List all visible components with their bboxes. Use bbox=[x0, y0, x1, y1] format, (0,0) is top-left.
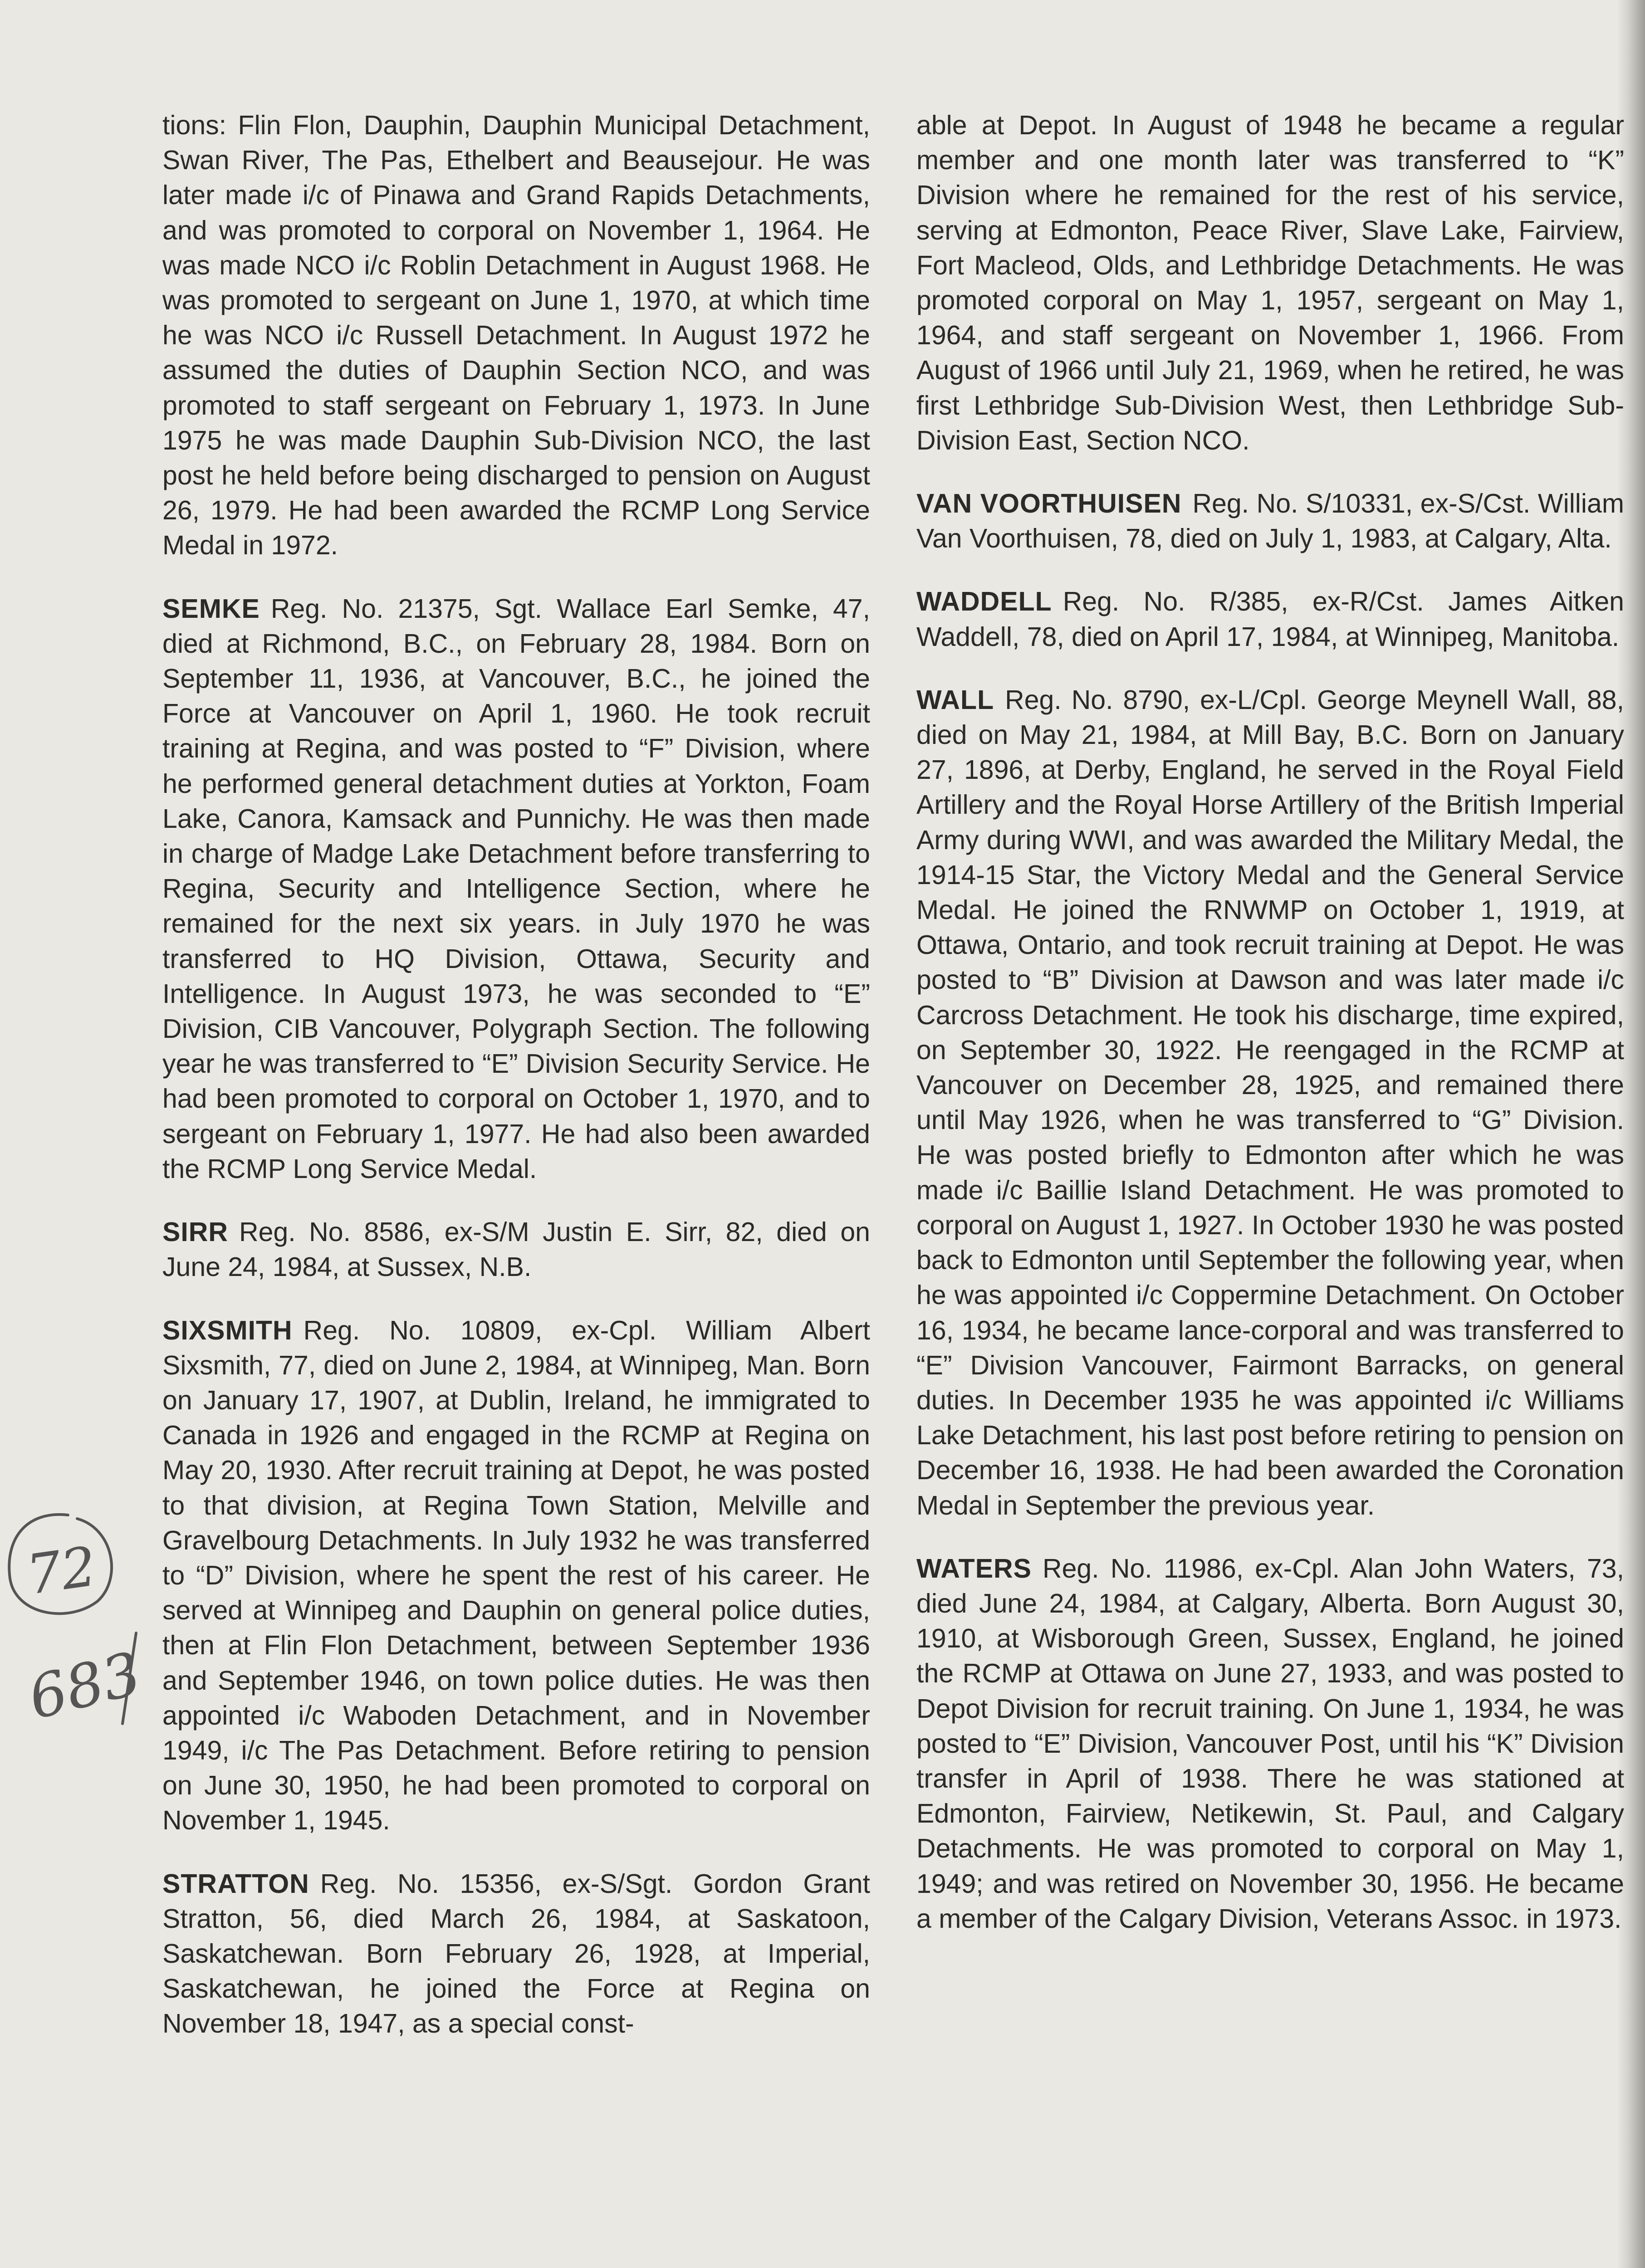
entry-surname: SIXSMITH bbox=[162, 1315, 293, 1345]
obituary-entry bbox=[162, 108, 870, 563]
left-column bbox=[162, 108, 870, 2042]
obituary-entry bbox=[162, 1867, 870, 2042]
obituary-entry bbox=[162, 1313, 870, 1838]
entry-surname: WADDELL bbox=[916, 587, 1052, 617]
obituary-entry bbox=[916, 1551, 1624, 1936]
handwritten-margin-note bbox=[0, 1510, 150, 1746]
entry-text: Reg. No. 8586, ex-S/M Justin E. Sirr, 82, died on June 24, 1984, at Sussex, N.B. bbox=[162, 1217, 870, 1282]
entry-text: Reg. No. 15356, ex-S/Sgt. Gordon Grant Stratton, 56, died March 26, 1984, at Saskatoon, Saskatchewan. Born February 26, 1928, at Imperial, Saskatchewan, he joined the Force at Regina on November 18, 1947, as a special const- bbox=[162, 1868, 870, 2039]
obituary-entry bbox=[916, 683, 1624, 1523]
handwritten-circled-number: 72 bbox=[23, 1535, 100, 1608]
entry-text: Reg. No. 8790, ex-L/Cpl. George Meynell Wall, 88, died on May 21, 1984, at Mill Bay, B.C. Born on January 27, 1896, at Derby, England, he served in the Royal Field Artillery and the Royal Horse Artillery of the British Imperial Army during WWI, and was awarded the Military Medal, the 1914-15 Star, the Victory Medal and the General Service Medal. He joined the RNWMP on October 1, 1919, at Ottawa, Ontario, and took recruit training at Depot. He was posted to “B” Division at Dawson and was later made i/c Carcross Detachment. He took his discharge, time expired, on September 30, 1922. He reengaged in the RCMP at Vancouver on December 28, 1925, and remained there until May 1926, when he was transferred to “G” Division. He was posted briefly to Edmonton after which he was made i/c Baillie Island Detachment. He was promoted to corporal on August 1, 1927. In October 1930 he was posted back to Edmonton until September the following year, when he was appointed i/c Coppermine Detachment. On October 16, 1934, he became lance-corporal and was transferred to “E” Division Vancouver, Fairmont Barracks, on general duties. In December 1935 he was appointed i/c Williams Lake Detachment, his last post before retiring to pension on December 16, 1938. He had been awarded the Coronation Medal in September the previous year. bbox=[916, 684, 1624, 1520]
entry-text: Reg. No. S/10331, ex-S/Cst. William Van Voorthuisen, 78, died on July 1, 1983, at Calgary, Alta. bbox=[916, 489, 1624, 554]
entry-surname: WATERS bbox=[916, 1553, 1032, 1584]
right-column bbox=[916, 108, 1624, 1936]
entry-text: able at Depot. In August of 1948 he became a regular member and one month later was transferred to “K” Division where he remained for the rest of his service, serving at Edmonton, Peace River, Slave Lake, Fairview, Fort Macleod, Olds, and Lethbridge Detachments. He was promoted corporal on May 1, 1957, sergeant on May 1, 1964, and staff sergeant on November 1, 1966. From August of 1966 until July 21, 1969, when he retired, he was first Lethbridge Sub-Division West, then Lethbridge Sub-Division East, Section NCO. bbox=[916, 110, 1624, 455]
obituary-entry bbox=[162, 1215, 870, 1285]
obituary-entry bbox=[916, 584, 1624, 654]
obituary-entry bbox=[916, 486, 1624, 556]
entry-surname: STRATTON bbox=[162, 1868, 309, 1899]
entry-text: Reg. No. 11986, ex-Cpl. Alan John Waters, 73, died June 24, 1984, at Calgary, Alberta. Born August 30, 1910, at Wisborough Green, Sussex, England, he joined the RCMP at Ottawa on June 27, 1933, and was posted to Depot Division for recruit training. On June 1, 1934, he was posted to “E” Division, Vancouver Post, until his “K” Division transfer in April of 1938. There he was stationed at Edmonton, Fairview, Netikewin, St. Paul, and Calgary Detachments. He was promoted to corporal on May 1, 1949; and was retired on November 30, 1956. He became a member of the Calgary Division, Veterans Assoc. in 1973. bbox=[916, 1553, 1624, 1934]
entry-text: tions: Flin Flon, Dauphin, Dauphin Municipal Detachment, Swan River, The Pas, Ethelbert and Beausejour. He was later made i/c of Pinawa and Grand Rapids Detachments, and was promoted to corporal on November 1, 1964. He was made NCO i/c Roblin Detachment in August 1968. He was promoted to sergeant on June 1, 1970, at which time he was NCO i/c Russell Detachment. In August 1972 he assumed the duties of Dauphin Section NCO, and was promoted to staff sergeant on February 1, 1973. In June 1975 he was made Dauphin Sub-Division NCO, the last post he held before being discharged to pension on August 26, 1979. He had been awarded the RCMP Long Service Medal in 1972. bbox=[162, 110, 870, 561]
entry-surname: SIRR bbox=[162, 1217, 228, 1247]
handwritten-number: 683 bbox=[21, 1638, 148, 1733]
obituary-entry bbox=[916, 108, 1624, 458]
entry-surname: VAN VOORTHUISEN bbox=[916, 489, 1182, 519]
entry-surname: SEMKE bbox=[162, 593, 260, 624]
entry-text: Reg. No. 21375, Sgt. Wallace Earl Semke, 47, died at Richmond, B.C., on February 28, 1984. Born on September 11, 1936, at Vancouver, B.C., he joined the Force at Vancouver on April 1, 1960. He took recruit training at Regina, and was posted to “F” Division, where he performed general detachment duties at Yorkton, Foam Lake, Canora, Kamsack and Punnichy. He was then made in charge of Madge Lake Detachment before transferring to Regina, Security and Intelligence Section, where he remained for the next six years. in July 1970 he was transferred to HQ Division, Ottawa, Security and Intelligence. In August 1973, he was seconded to “E” Division, CIB Vancouver, Polygraph Section. The following year he was transferred to “E” Division Security Service. He had been promoted to corporal on October 1, 1970, and to sergeant on February 1, 1977. He had also been awarded the RCMP Long Service Medal. bbox=[162, 593, 870, 1184]
entry-text: Reg. No. 10809, ex-Cpl. William Albert Sixsmith, 77, died on June 2, 1984, at Winnipeg, Man. Born on January 17, 1907, at Dublin, Ireland, he immigrated to Canada in 1926 and engaged in the RCMP at Regina on May 20, 1930. After recruit training at Depot, he was posted to that division, at Regina Town Station, Melville and Gravelbourg Detachments. In July 1932 he was transferred to “D” Division, where he spent the rest of his career. He served at Winnipeg and Dauphin on general police duties, then at Flin Flon Detachment, between September 1936 and September 1946, on town police duties. He was then appointed i/c Waboden Detachment, and in November 1949, i/c The Pas Detachment. Before retiring to pension on June 30, 1950, he had been promoted to corporal on November 1, 1945. bbox=[162, 1315, 870, 1836]
entry-text: Reg. No. R/385, ex-R/Cst. James Aitken Waddell, 78, died on April 17, 1984, at Winnipeg, Manitoba. bbox=[916, 587, 1624, 652]
obituary-entry bbox=[162, 591, 870, 1187]
entry-surname: WALL bbox=[916, 684, 994, 715]
